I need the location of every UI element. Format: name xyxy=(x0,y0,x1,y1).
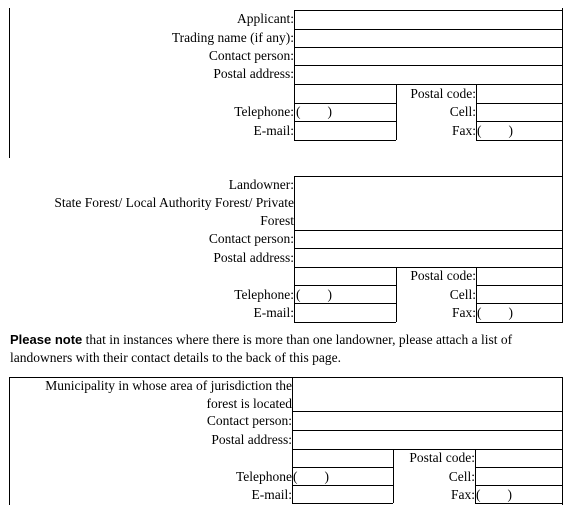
trading-name-input[interactable] xyxy=(294,47,562,48)
municipality-label-cont: forest is located xyxy=(206,396,292,411)
municipality-right-border xyxy=(562,377,563,505)
municipality-left-border xyxy=(9,377,10,505)
forest-type-label-cont: Forest xyxy=(260,213,294,228)
cell-input[interactable] xyxy=(476,121,562,122)
landowner-postal-code-label: Postal code: xyxy=(410,268,476,283)
municipality-telephone-input[interactable] xyxy=(292,485,393,486)
municipality-contact-person-input[interactable] xyxy=(292,430,562,431)
municipality-postal-address-line2[interactable] xyxy=(292,467,393,468)
landowner-contact-person-label: Contact person: xyxy=(208,231,294,246)
contact-person-input[interactable] xyxy=(294,65,562,66)
note-bold: Please note xyxy=(10,332,83,347)
email-input[interactable] xyxy=(294,140,396,141)
postal-code-label: Postal code: xyxy=(410,86,476,101)
municipality-fax-label: Fax: xyxy=(450,487,475,502)
landowner-fax-input[interactable] xyxy=(476,322,562,323)
fax-area-code[interactable]: ( ) xyxy=(477,123,513,138)
landowner-fax-area-code[interactable]: ( ) xyxy=(477,305,513,320)
landowner-note xyxy=(10,331,562,367)
contact-person-label: Contact person: xyxy=(208,48,294,63)
municipality-mid-divider xyxy=(393,449,394,503)
landowner-right-border xyxy=(562,158,563,323)
landowner-field-edge xyxy=(294,176,295,322)
municipality-input[interactable] xyxy=(292,411,562,412)
landowner-line-top xyxy=(294,176,562,177)
landowner-postal-address-label: Postal address: xyxy=(213,250,294,265)
landowner-fax-label: Fax: xyxy=(451,305,476,320)
municipality-telephone-area-code[interactable]: ( ) xyxy=(293,469,329,484)
municipality-cell-label: Cell: xyxy=(448,469,475,484)
telephone-input[interactable] xyxy=(294,121,396,122)
landowner-email-input[interactable] xyxy=(294,322,396,323)
applicant-right-border xyxy=(562,8,563,158)
landowner-input[interactable] xyxy=(294,230,562,231)
municipality-telephone-label: Telephone xyxy=(235,469,292,484)
landowner-label: Landowner: xyxy=(228,177,294,192)
municipality-postal-code-input[interactable] xyxy=(475,467,562,468)
applicant-line-top xyxy=(294,10,562,11)
municipality-fax-input[interactable] xyxy=(475,503,562,504)
municipality-fax-area-code[interactable]: ( ) xyxy=(476,487,512,502)
municipality-email-input[interactable] xyxy=(292,503,393,504)
applicant-input[interactable] xyxy=(294,29,562,30)
municipality-postal-address-label: Postal address: xyxy=(211,432,292,447)
telephone-label: Telephone: xyxy=(234,104,294,119)
fax-label: Fax: xyxy=(451,123,476,138)
postal-code-input[interactable] xyxy=(476,103,562,104)
applicant-left-border xyxy=(9,8,10,158)
postal-address-input[interactable] xyxy=(294,84,562,85)
municipality-postal-code-label: Postal code: xyxy=(409,450,475,465)
landowner-cell-input[interactable] xyxy=(476,303,562,304)
landowner-mid-divider xyxy=(396,267,397,322)
municipality-label: Municipality in whose area of jurisdiction the xyxy=(45,378,292,393)
municipality-email-label: E-mail: xyxy=(251,487,292,502)
municipality-contact-person-label: Contact person: xyxy=(206,413,292,428)
landowner-telephone-input[interactable] xyxy=(294,303,396,304)
municipality-cell-input[interactable] xyxy=(475,485,562,486)
landowner-email-label: E-mail: xyxy=(253,305,294,320)
cell-label: Cell: xyxy=(449,104,476,119)
forest-type-label: State Forest/ Local Authority Forest/ Private xyxy=(54,195,294,210)
email-label: E-mail: xyxy=(253,123,294,138)
fax-input[interactable] xyxy=(476,140,562,141)
postal-address-label: Postal address: xyxy=(213,66,294,81)
landowner-cell-label: Cell: xyxy=(449,287,476,302)
applicant-mid-divider xyxy=(396,85,397,140)
landowner-postal-code-input[interactable] xyxy=(476,285,562,286)
applicant-label: Applicant: xyxy=(237,11,294,26)
landowner-contact-person-input[interactable] xyxy=(294,248,562,249)
telephone-area-code[interactable]: ( ) xyxy=(296,104,332,119)
landowner-telephone-label: Telephone: xyxy=(234,287,294,302)
landowner-telephone-area-code[interactable]: ( ) xyxy=(296,287,332,302)
note-text: that in instances where there is more than one landowner, please attach a list of landowners with their contact details to the back of this page. xyxy=(10,332,513,365)
landowner-postal-address-line2[interactable] xyxy=(294,285,396,286)
trading-name-label: Trading name (if any): xyxy=(171,30,294,45)
